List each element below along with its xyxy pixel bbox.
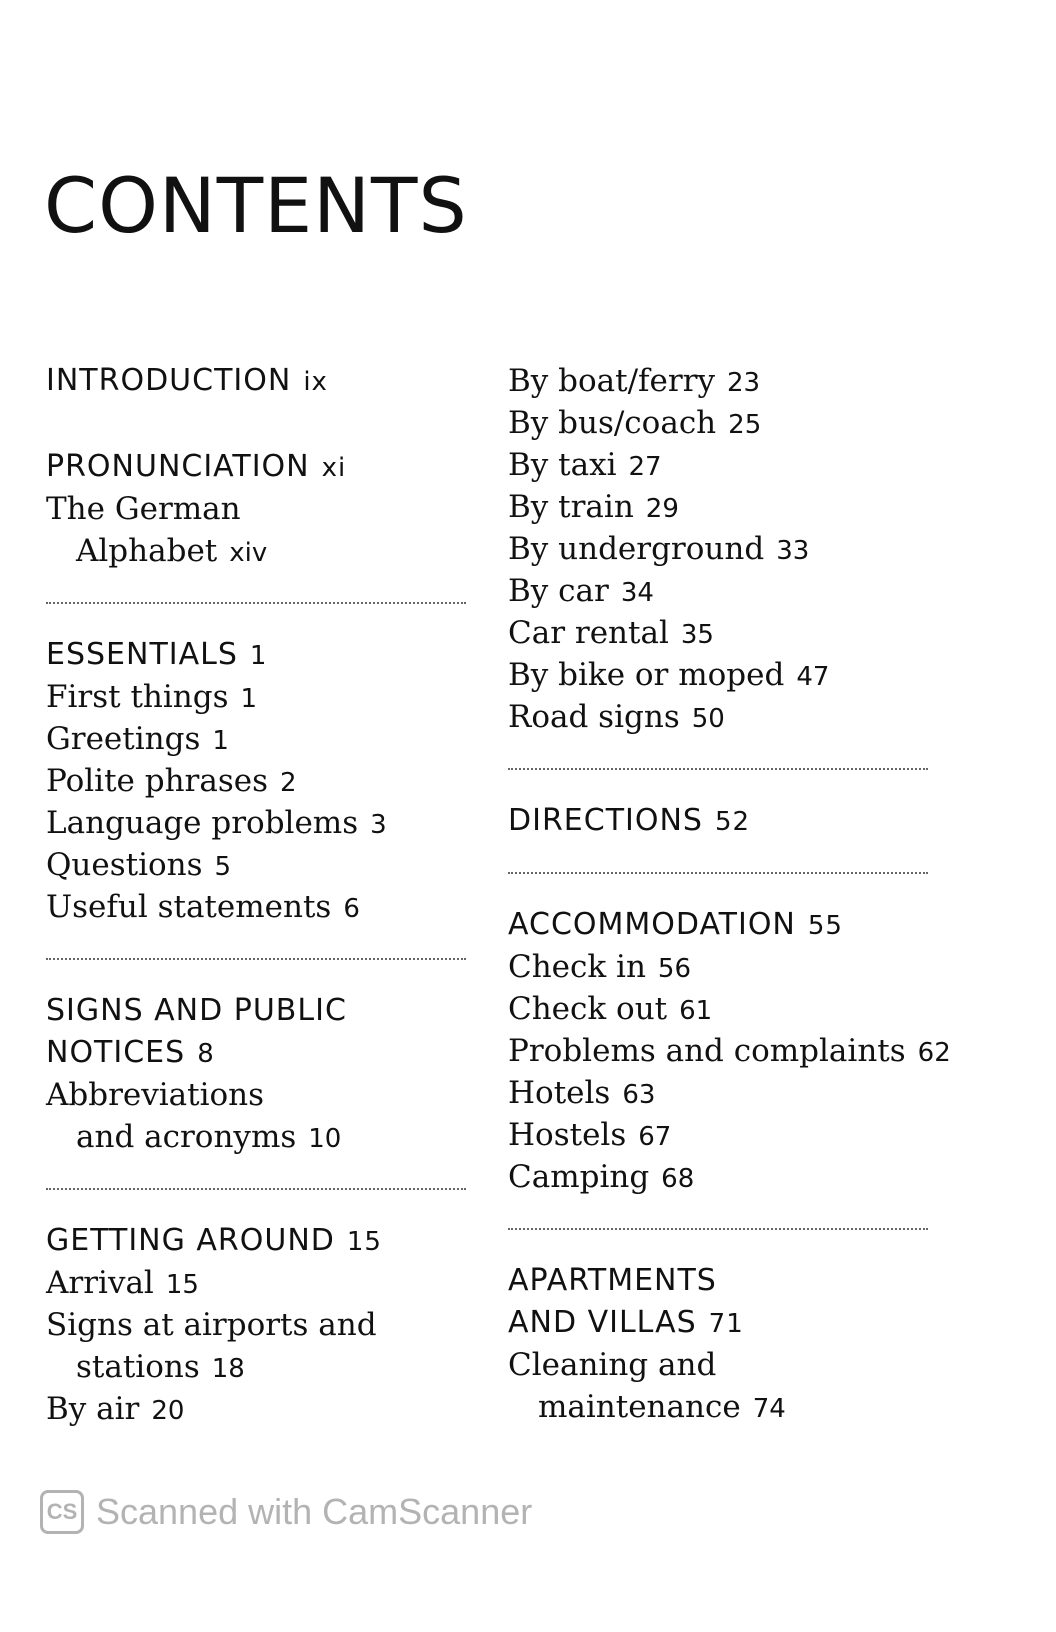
toc-item[interactable]: Check out 61 bbox=[508, 991, 713, 1027]
toc-item[interactable]: Camping 68 bbox=[508, 1159, 695, 1195]
toc-item-german-alphabet[interactable]: The German bbox=[46, 491, 241, 527]
toc-item[interactable]: By air 20 bbox=[46, 1391, 185, 1427]
toc-item-abbreviations-cont[interactable]: and acronyms 10 bbox=[76, 1119, 342, 1155]
toc-heading-introduction[interactable]: INTRODUCTION ix bbox=[46, 363, 328, 398]
toc-item[interactable]: Check in 56 bbox=[508, 949, 692, 985]
contents-right-column bbox=[508, 360, 951, 1428]
toc-item[interactable]: By taxi 27 bbox=[508, 447, 662, 483]
toc-item[interactable]: Hotels 63 bbox=[508, 1075, 656, 1111]
toc-item[interactable]: Useful statements 6 bbox=[46, 889, 360, 925]
toc-item-signs-airports-cont[interactable]: stations 18 bbox=[76, 1349, 245, 1385]
toc-heading-apartments-cont[interactable]: AND VILLAS 71 bbox=[508, 1305, 744, 1340]
toc-item[interactable]: By boat/ferry 23 bbox=[508, 363, 761, 399]
toc-item-abbreviations[interactable]: Abbreviations bbox=[46, 1077, 265, 1113]
toc-item[interactable]: Problems and complaints 62 bbox=[508, 1033, 951, 1069]
toc-item[interactable]: Language problems 3 bbox=[46, 805, 387, 841]
toc-heading-accommodation[interactable]: ACCOMMODATION 55 bbox=[508, 907, 843, 942]
toc-heading-signs[interactable]: SIGNS AND PUBLIC bbox=[46, 993, 347, 1028]
toc-item[interactable]: Car rental 35 bbox=[508, 615, 714, 651]
watermark-text: Scanned with CamScanner bbox=[96, 1491, 533, 1532]
toc-item-cleaning-cont[interactable]: maintenance 74 bbox=[538, 1389, 786, 1425]
toc-item[interactable]: By bus/coach 25 bbox=[508, 405, 762, 441]
toc-item[interactable]: By car 34 bbox=[508, 573, 654, 609]
toc-item[interactable]: By train 29 bbox=[508, 489, 679, 525]
toc-item[interactable]: Greetings 1 bbox=[46, 721, 229, 757]
toc-item[interactable]: By underground 33 bbox=[508, 531, 810, 567]
toc-item[interactable]: Questions 5 bbox=[46, 847, 232, 883]
toc-heading-apartments[interactable]: APARTMENTS bbox=[508, 1263, 717, 1298]
toc-heading-signs-cont[interactable]: NOTICES 8 bbox=[46, 1035, 215, 1070]
toc-item-signs-airports[interactable]: Signs at airports and bbox=[46, 1307, 377, 1343]
toc-item-german-alphabet-cont[interactable]: Alphabet xiv bbox=[76, 533, 268, 569]
toc-heading-directions[interactable]: DIRECTIONS 52 bbox=[508, 803, 751, 838]
toc-item-cleaning[interactable]: Cleaning and bbox=[508, 1347, 717, 1383]
toc-item[interactable]: Road signs 50 bbox=[508, 699, 725, 735]
toc-item[interactable]: Polite phrases 2 bbox=[46, 763, 297, 799]
toc-item[interactable]: By bike or moped 47 bbox=[508, 657, 830, 693]
camscanner-watermark bbox=[40, 1490, 532, 1534]
toc-item[interactable]: Arrival 15 bbox=[46, 1265, 199, 1301]
contents-left-column bbox=[46, 360, 466, 1430]
toc-heading-getting-around[interactable]: GETTING AROUND 15 bbox=[46, 1223, 382, 1258]
toc-heading-pronunciation[interactable]: PRONUNCIATION xi bbox=[46, 449, 347, 484]
toc-item[interactable]: First things 1 bbox=[46, 679, 258, 715]
toc-heading-essentials[interactable]: ESSENTIALS 1 bbox=[46, 637, 268, 672]
page-title: CONTENTS bbox=[44, 161, 468, 250]
camscanner-logo-icon: CS bbox=[40, 1490, 84, 1534]
toc-item[interactable]: Hostels 67 bbox=[508, 1117, 672, 1153]
